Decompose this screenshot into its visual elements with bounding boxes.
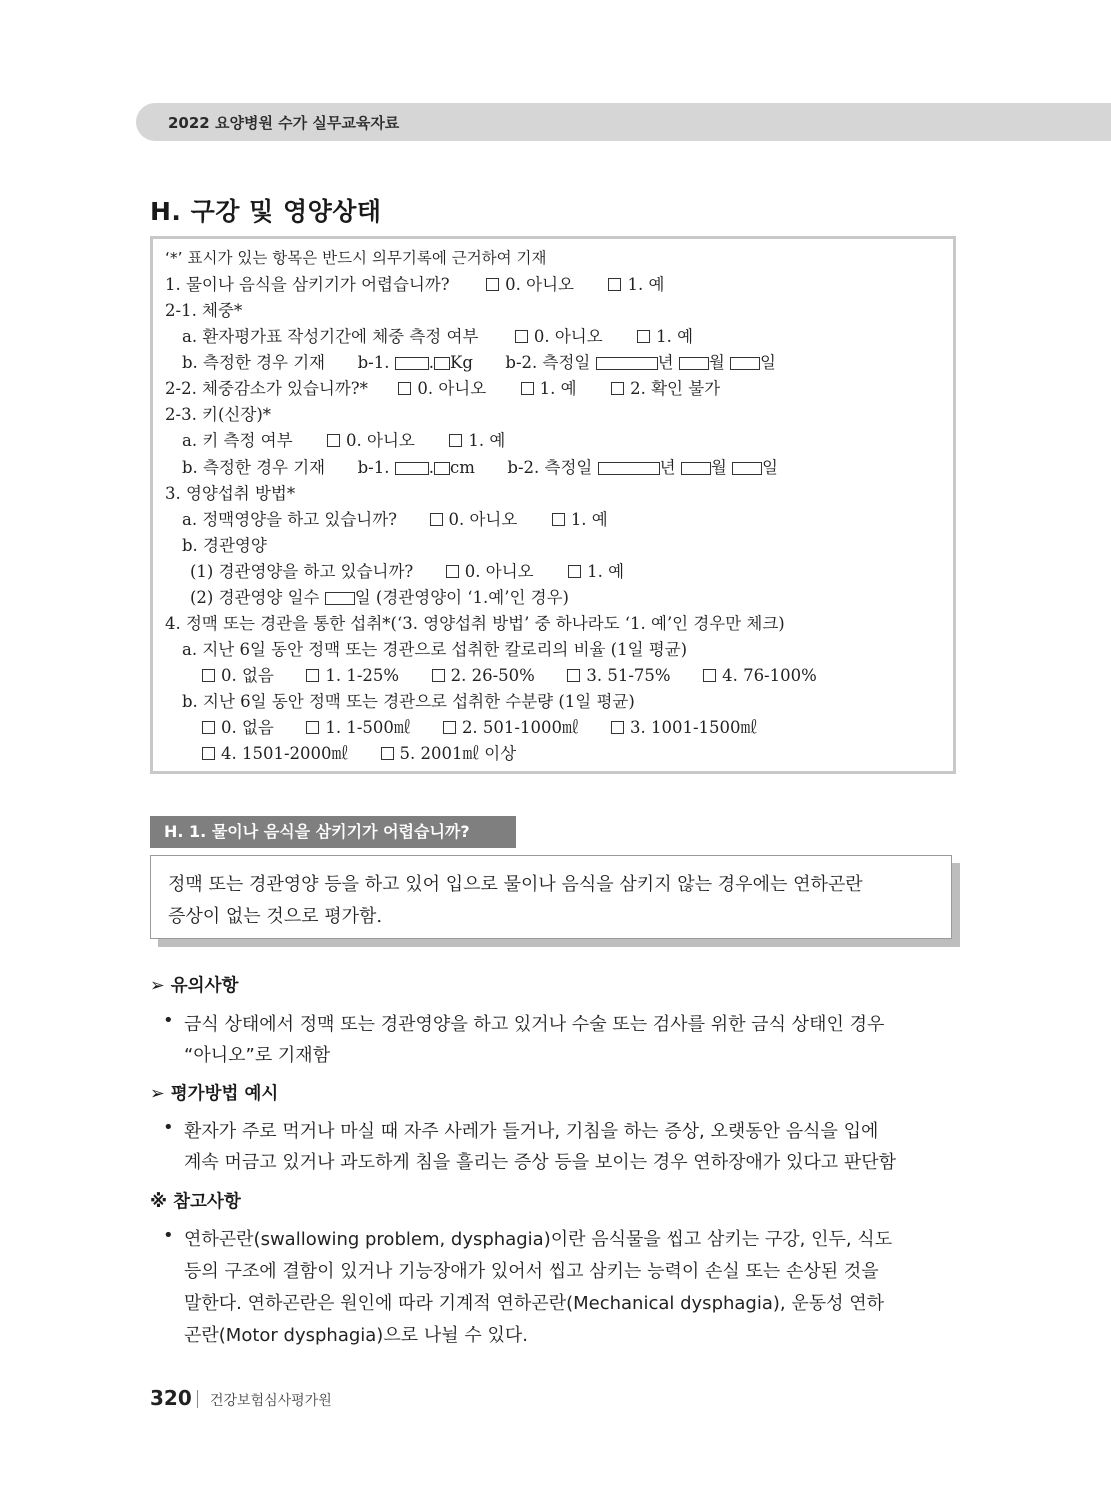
height-decimal-box[interactable]	[434, 462, 450, 475]
q4a-opt2-checkbox[interactable]	[432, 669, 445, 682]
q2-2-no-checkbox[interactable]	[398, 382, 411, 395]
form-q2-1: 2-1. 체중*	[165, 301, 243, 320]
q4a-opt1-label: 1. 1-25%	[325, 666, 400, 685]
note-line-1: 정맥 또는 경관영양 등을 하고 있어 입으로 물이나 음식을 삼키지 않는 경우에는 연하곤란	[168, 874, 863, 895]
q2-3a-no-label: 0. 아니오	[346, 431, 415, 450]
reference-line-3: 말한다. 연하곤란은 원인에 따라 기계적 연하곤란(Mechanical dysphagia), 운동성 연하	[184, 1293, 885, 1314]
height-unit: cm	[450, 458, 475, 477]
q2-3b-label: b. 측정한 경우 기재	[182, 458, 326, 477]
form-q3a	[182, 512, 608, 529]
q2-1a-no-label: 0. 아니오	[533, 327, 603, 346]
form-q2-2	[165, 381, 720, 398]
q3b1-no-label: 0. 아니오	[464, 562, 534, 581]
q2-3b-b2-label: b-2. 측정일	[507, 458, 593, 477]
height-month-box[interactable]	[681, 462, 711, 475]
q4b-opt1-label: 1. 1-500㎖	[325, 718, 411, 737]
weight-month-label: 월	[708, 353, 725, 372]
q2-2-no-label: 0. 아니오	[417, 379, 487, 398]
q4a-opt3-label: 3. 51-75%	[586, 666, 671, 685]
q1-no-checkbox[interactable]	[486, 278, 499, 291]
q2-2-unknown-checkbox[interactable]	[611, 382, 624, 395]
q1-yes-checkbox[interactable]	[608, 278, 621, 291]
q4a-opt2-label: 2. 26-50%	[450, 666, 535, 685]
q3b2-label: (2) 경관영양 일수	[190, 588, 320, 607]
form-q4a-options	[202, 668, 817, 685]
reference-bullet: •	[163, 1225, 174, 1246]
form-q3b2	[190, 590, 569, 607]
form-note: ‘*’ 표시가 있는 항목은 반드시 의무기록에 근거하여 기재	[165, 249, 547, 267]
q3b1-yes-checkbox[interactable]	[568, 565, 581, 578]
q1-no-label: 0. 아니오	[505, 275, 574, 294]
q2-1a-yes-checkbox[interactable]	[637, 330, 650, 343]
height-year-label: 년	[659, 458, 676, 477]
weight-day-label: 일	[760, 353, 776, 372]
form-q2-3: 2-3. 키(신장)*	[165, 405, 272, 424]
form-q3: 3. 영양섭취 방법*	[165, 484, 296, 503]
cautions-bullet: •	[163, 1010, 174, 1031]
reference-line-1: 연하곤란(swallowing problem, dysphagia)이란 음식물을 씹고 삼키는 구강, 인두, 식도	[184, 1229, 893, 1250]
q3a-label: a. 정맥영양을 하고 있습니까?	[182, 510, 397, 529]
q2-2-label: 2-2. 체중감소가 있습니까?*	[165, 379, 368, 398]
form-q2-3b	[182, 460, 778, 477]
q4b-opt3-label: 3. 1001-1500㎖	[630, 718, 758, 737]
q2-3a-yes-checkbox[interactable]	[449, 434, 462, 447]
footer-divider	[197, 1390, 198, 1408]
form-q4: 4. 정맥 또는 경관을 통한 섭취*(‘3. 영양섭취 방법’ 중 하나라도 ‘1. 예’인 경우만 체크)	[165, 614, 785, 633]
weight-dot: .	[428, 353, 435, 372]
q4b-opt4-label: 4. 1501-2000㎖	[221, 744, 349, 763]
height-day-label: 일	[762, 458, 778, 477]
q4b-opt0-checkbox[interactable]	[202, 721, 215, 734]
q2-1b-b2-label: b-2. 측정일	[505, 353, 591, 372]
q2-3a-yes-label: 1. 예	[468, 431, 506, 450]
height-day-box[interactable]	[732, 462, 762, 475]
q4b-opt5-checkbox[interactable]	[381, 747, 394, 760]
q3b1-no-checkbox[interactable]	[446, 565, 459, 578]
q4a-opt3-checkbox[interactable]	[567, 669, 580, 682]
reference-heading: ※ 참고사항	[150, 1192, 241, 1212]
q4a-opt0-checkbox[interactable]	[202, 669, 215, 682]
q2-2-unknown-label: 2. 확인 불가	[630, 379, 721, 398]
q4b-opt5-label: 5. 2001㎖ 이상	[399, 744, 517, 763]
form-q4b-options-row2	[202, 746, 516, 763]
form-q2-1a	[182, 329, 693, 346]
form-q3b: b. 경관영양	[182, 536, 267, 555]
example-bullet: •	[163, 1117, 174, 1138]
weight-year-box[interactable]	[596, 357, 658, 370]
q4b-opt2-label: 2. 501-1000㎖	[461, 718, 579, 737]
q4b-opt1-checkbox[interactable]	[306, 721, 319, 734]
subsection-title: H. 1. 물이나 음식을 삼키기가 어렵습니까?	[150, 816, 516, 848]
q2-1a-no-checkbox[interactable]	[515, 330, 528, 343]
example-line-1: 환자가 주로 먹거나 마실 때 자주 사레가 들거나, 기침을 하는 증상, 오랫동안 음식을 입에	[184, 1121, 879, 1142]
weight-day-box[interactable]	[730, 357, 760, 370]
form-q2-1b	[182, 355, 776, 372]
q1-yes-label: 1. 예	[627, 275, 665, 294]
tube-days-box[interactable]	[325, 592, 355, 605]
form-q4b: b. 지난 6일 동안 정맥 또는 경관으로 섭취한 수분량 (1일 평균)	[182, 692, 635, 711]
q2-3a-label: a. 키 측정 여부	[182, 431, 293, 450]
form-q4b-options-row1	[202, 720, 757, 737]
reference-line-4: 곤란(Motor dysphagia)으로 나뉠 수 있다.	[184, 1325, 528, 1346]
weight-decimal-box[interactable]	[434, 357, 450, 370]
q3a-no-label: 0. 아니오	[448, 510, 518, 529]
q4a-opt4-checkbox[interactable]	[703, 669, 716, 682]
header-title: 2022 요양병원 수가 실무교육자료	[168, 114, 400, 132]
height-month-label: 월	[710, 458, 727, 477]
q3b2-suffix: 일 (경관영양이 ‘1.예’인 경우)	[354, 588, 569, 607]
q2-1b-label: b. 측정한 경우 기재	[182, 353, 326, 372]
q4a-opt1-checkbox[interactable]	[306, 669, 319, 682]
height-year-box[interactable]	[598, 462, 660, 475]
note-line-2: 증상이 없는 것으로 평가함.	[168, 906, 383, 927]
weight-month-box[interactable]	[679, 357, 709, 370]
q4a-opt0-label: 0. 없음	[221, 666, 274, 685]
q4b-opt2-checkbox[interactable]	[443, 721, 456, 734]
cautions-heading: ➢ 유의사항	[150, 976, 239, 996]
q3b1-yes-label: 1. 예	[587, 562, 625, 581]
q4b-opt0-label: 0. 없음	[221, 718, 274, 737]
weight-year-label: 년	[657, 353, 674, 372]
q3a-yes-label: 1. 예	[570, 510, 608, 529]
weight-integer-box[interactable]	[395, 357, 429, 370]
q2-1b-b1-label: b-1.	[357, 353, 390, 372]
q4b-opt4-checkbox[interactable]	[202, 747, 215, 760]
section-title: H. 구강 및 영양상태	[150, 197, 382, 226]
reference-line-2: 등의 구조에 결함이 있거나 기능장애가 있어서 씹고 삼키는 능력이 손실 또는 손상된 것을	[184, 1261, 879, 1282]
example-line-2: 계속 머금고 있거나 과도하게 침을 흘리는 증상 등을 보이는 경우 연하장애가 있다고 판단함	[184, 1152, 897, 1173]
weight-unit: Kg	[450, 353, 473, 372]
form-q4a: a. 지난 6일 동안 정맥 또는 경관으로 섭취한 칼로리의 비율 (1일 평균)	[182, 640, 688, 659]
q2-3a-no-checkbox[interactable]	[327, 434, 340, 447]
footer-org: 건강보험심사평가원	[210, 1393, 332, 1409]
height-dot: .	[428, 458, 435, 477]
cautions-line-1: 금식 상태에서 정맥 또는 경관영양을 하고 있거나 수술 또는 검사를 위한 금식 상태인 경우	[184, 1014, 885, 1035]
q3a-yes-checkbox[interactable]	[552, 513, 565, 526]
example-heading: ➢ 평가방법 예시	[150, 1084, 279, 1104]
form-q1	[165, 277, 664, 294]
q2-3b-b1-label: b-1.	[357, 458, 390, 477]
q3a-no-checkbox[interactable]	[430, 513, 443, 526]
q4a-opt4-label: 4. 76-100%	[722, 666, 817, 685]
height-integer-box[interactable]	[395, 462, 429, 475]
page-number: 320	[150, 1386, 192, 1410]
q2-1a-label: a. 환자평가표 작성기간에 체중 측정 여부	[182, 327, 479, 346]
q2-2-yes-checkbox[interactable]	[521, 382, 534, 395]
q2-1a-yes-label: 1. 예	[656, 327, 694, 346]
form-q3b1	[190, 564, 624, 581]
q3b1-label: (1) 경관영양을 하고 있습니까?	[190, 562, 414, 581]
q1-label: 1. 물이나 음식을 삼키기가 어렵습니까?	[165, 275, 450, 294]
form-q2-3a	[182, 433, 505, 450]
cautions-line-2: “아니오”로 기재함	[184, 1045, 331, 1066]
q2-2-yes-label: 1. 예	[539, 379, 577, 398]
q4b-opt3-checkbox[interactable]	[611, 721, 624, 734]
